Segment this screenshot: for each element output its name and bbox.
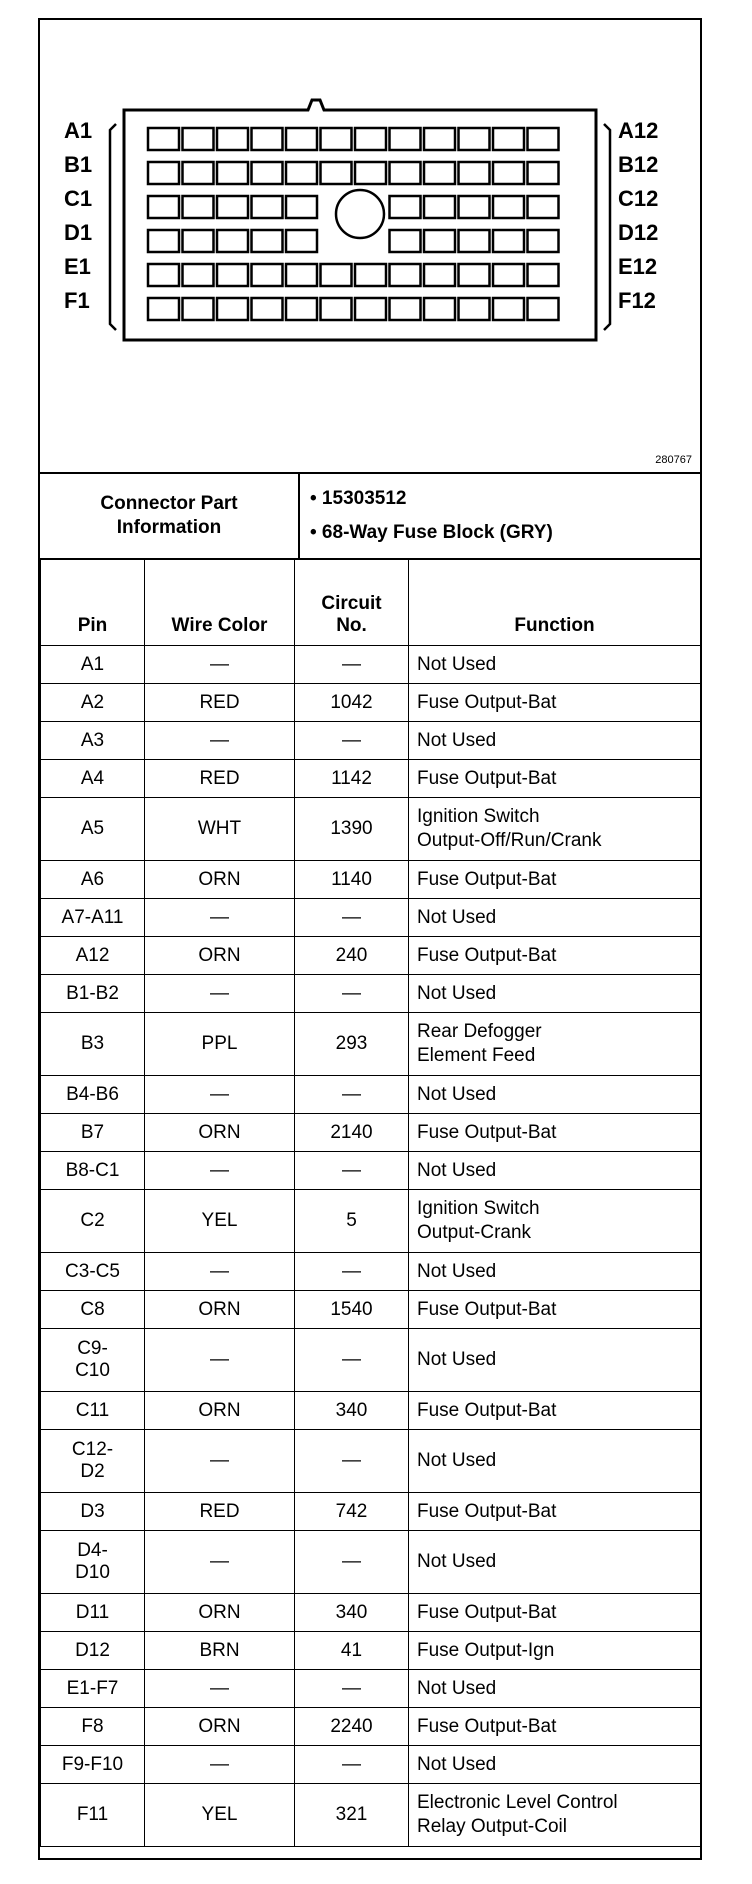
pin-cavity [528,264,559,286]
pin-cavity [459,128,490,150]
wire-color-cell: WHT [145,798,295,861]
circuit-cell: 742 [295,1493,409,1531]
table-row [41,760,701,798]
pin-cavity [390,298,421,320]
row-label-right: B12 [618,152,659,177]
pin-cell: C2 [41,1190,145,1253]
function-cell: Not Used [409,1670,701,1708]
connector-bracket-left [110,124,116,330]
function-cell: Fuse Output-Bat [409,937,701,975]
connector-info-details [310,482,553,550]
circuit-cell: — [295,1329,409,1392]
pin-cavity [183,298,214,320]
table-row [41,1430,701,1493]
wire-color-cell: ORN [145,1708,295,1746]
circuit-cell: 5 [295,1190,409,1253]
pin-cavity [528,230,559,252]
connector-info [40,474,700,560]
function-cell: Not Used [409,722,701,760]
connector-diagram [40,20,700,474]
wire-color-cell: RED [145,760,295,798]
header-function: Function [409,559,701,646]
circuit-cell: — [295,1531,409,1594]
pin-cavity [390,128,421,150]
pinout-table [40,558,701,1847]
function-cell: Fuse Output-Bat [409,861,701,899]
pin-cavity [321,264,352,286]
pin-cell: C9- C10 [41,1329,145,1392]
wire-color-cell: RED [145,1493,295,1531]
table-row [41,1329,701,1392]
table-row [41,1746,701,1784]
wire-color-cell: — [145,1329,295,1392]
circuit-cell: 1140 [295,861,409,899]
table-row [41,1708,701,1746]
pin-cavity [459,162,490,184]
header-pin: Pin [41,559,145,646]
row-label-right: D12 [618,220,659,245]
circuit-cell: 321 [295,1784,409,1847]
wire-color-cell: BRN [145,1632,295,1670]
pin-cavity [528,162,559,184]
pin-cavity [252,264,283,286]
circuit-cell: — [295,975,409,1013]
row-label-right: F12 [618,288,656,313]
function-cell: Not Used [409,1076,701,1114]
pin-cell: A12 [41,937,145,975]
table-row [41,1632,701,1670]
circuit-cell: — [295,1076,409,1114]
function-cell: Not Used [409,1746,701,1784]
table-row [41,975,701,1013]
pinout-table-body [41,646,701,1847]
pin-cavity [252,162,283,184]
table-row [41,1253,701,1291]
wire-color-cell: — [145,1430,295,1493]
pin-cell: D4- D10 [41,1531,145,1594]
pin-cell: A1 [41,646,145,684]
wire-color-cell: ORN [145,1392,295,1430]
wire-color-cell: ORN [145,861,295,899]
table-row [41,1190,701,1253]
table-header-row [41,559,701,646]
connector-description: • 68-Way Fuse Block (GRY) [310,522,553,543]
pin-cell: B4-B6 [41,1076,145,1114]
row-label-left: E1 [64,254,91,279]
wire-color-cell: YEL [145,1190,295,1253]
function-cell: Fuse Output-Ign [409,1632,701,1670]
wire-color-cell: — [145,899,295,937]
pin-cavity [321,128,352,150]
circuit-cell: 240 [295,937,409,975]
pin-cavity [355,264,386,286]
pin-cavity [355,298,386,320]
circuit-cell: 1042 [295,684,409,722]
pin-cell: B3 [41,1013,145,1076]
pin-cavity [252,128,283,150]
pin-cavity [390,196,421,218]
table-row [41,1152,701,1190]
wire-color-cell: YEL [145,1784,295,1847]
pin-cavity [459,230,490,252]
pin-cavity [286,196,317,218]
row-label-right: A12 [618,118,659,143]
header-circuit-line1: Circuit [321,593,382,614]
figure-number: 280767 [655,454,692,466]
function-cell: Electronic Level Control Relay Output-Coil [409,1784,701,1847]
function-cell: Not Used [409,1152,701,1190]
pin-cavity [217,298,248,320]
pin-cavity [424,196,455,218]
circuit-cell: 41 [295,1632,409,1670]
function-cell: Not Used [409,1253,701,1291]
connector-info-title [40,474,300,558]
function-cell: Not Used [409,1531,701,1594]
connector-bracket-right [604,124,610,330]
pin-cell: C11 [41,1392,145,1430]
table-row [41,798,701,861]
table-row [41,899,701,937]
wire-color-cell: — [145,975,295,1013]
part-number: • 15303512 [310,488,407,509]
function-cell: Not Used [409,1430,701,1493]
pin-cavity [286,264,317,286]
pin-cavity [424,128,455,150]
row-label-right: C12 [618,186,659,211]
circuit-cell: 340 [295,1594,409,1632]
function-cell: Fuse Output-Bat [409,1114,701,1152]
pin-cell: A6 [41,861,145,899]
table-row [41,646,701,684]
pin-cavity [148,128,179,150]
pin-cavity [148,264,179,286]
pin-cavity [528,128,559,150]
pin-cell: F9-F10 [41,1746,145,1784]
pin-cavity [493,298,524,320]
pin-cell: F8 [41,1708,145,1746]
pin-cavity [286,230,317,252]
pin-cell: E1-F7 [41,1670,145,1708]
table-row [41,1076,701,1114]
pin-cavity [217,264,248,286]
table-row [41,1291,701,1329]
pin-cavity [217,230,248,252]
pin-cell: B1-B2 [41,975,145,1013]
function-cell: Ignition Switch Output-Crank [409,1190,701,1253]
pin-cavity [217,128,248,150]
table-row [41,1531,701,1594]
circuit-cell: — [295,1253,409,1291]
pin-cavity [355,162,386,184]
row-label-left: D1 [64,220,93,245]
circuit-cell: — [295,1670,409,1708]
table-row [41,1013,701,1076]
pin-cavity [183,128,214,150]
pin-cell: C3-C5 [41,1253,145,1291]
wire-color-cell: ORN [145,1594,295,1632]
pin-cavity [321,298,352,320]
pin-cell: A4 [41,760,145,798]
header-wire-color: Wire Color [145,559,295,646]
pin-cavity [493,230,524,252]
pin-cell: B8-C1 [41,1152,145,1190]
wire-color-cell: — [145,722,295,760]
circuit-cell: — [295,1746,409,1784]
function-cell: Fuse Output-Bat [409,1594,701,1632]
keying-circle [336,190,384,238]
function-cell: Ignition Switch Output-Off/Run/Crank [409,798,701,861]
wire-color-cell: — [145,1152,295,1190]
table-row [41,722,701,760]
pin-cavity [390,162,421,184]
pin-cavity [424,230,455,252]
wire-color-cell: — [145,1670,295,1708]
circuit-cell: — [295,722,409,760]
wire-color-cell: — [145,646,295,684]
header-circuit-line2: No. [336,615,367,636]
pin-cavity [183,162,214,184]
pin-cavity [493,162,524,184]
wire-color-cell: RED [145,684,295,722]
pin-cell: A5 [41,798,145,861]
pin-cell: A7-A11 [41,899,145,937]
pin-cavity [148,298,179,320]
wire-color-cell: — [145,1253,295,1291]
wire-color-cell: ORN [145,1291,295,1329]
pin-cavity [217,162,248,184]
pin-cavity [183,196,214,218]
pin-cavity [148,230,179,252]
pin-cavity [252,196,283,218]
circuit-cell: — [295,1430,409,1493]
pin-cavity [286,298,317,320]
circuit-cell: 2240 [295,1708,409,1746]
pin-cavity [424,298,455,320]
pin-cell: A3 [41,722,145,760]
pin-cavity [528,298,559,320]
row-label-left: A1 [64,118,93,143]
circuit-cell: 1540 [295,1291,409,1329]
connector-face-drawing [40,20,700,472]
pin-cell: C12- D2 [41,1430,145,1493]
circuit-cell: 1142 [295,760,409,798]
wire-color-cell: PPL [145,1013,295,1076]
table-row [41,1493,701,1531]
pinout-table-wrap [40,558,700,1847]
pin-cavity [390,230,421,252]
table-row [41,937,701,975]
row-label-left: B1 [64,152,93,177]
connector-info-title-line2: Information [116,517,222,538]
pin-cell: D12 [41,1632,145,1670]
pin-cavity [286,162,317,184]
pin-cavity [148,162,179,184]
function-cell: Not Used [409,646,701,684]
table-row [41,1784,701,1847]
table-row [41,684,701,722]
pin-cell: F11 [41,1784,145,1847]
pin-cavity [528,196,559,218]
header-circuit [295,559,409,646]
circuit-cell: 2140 [295,1114,409,1152]
pin-cell: B7 [41,1114,145,1152]
connector-info-title-line1: Connector Part [100,493,238,514]
table-row [41,861,701,899]
function-cell: Not Used [409,1329,701,1392]
table-row [41,1594,701,1632]
function-cell: Fuse Output-Bat [409,684,701,722]
circuit-cell: — [295,646,409,684]
pin-cavity [286,128,317,150]
pin-cell: D11 [41,1594,145,1632]
circuit-cell: — [295,1152,409,1190]
row-label-right: E12 [618,254,658,279]
row-label-left: C1 [64,186,93,211]
wire-color-cell: — [145,1531,295,1594]
pin-cavity [493,196,524,218]
circuit-cell: 1390 [295,798,409,861]
pin-cavity [493,128,524,150]
pin-cavity [459,196,490,218]
table-row [41,1670,701,1708]
pin-cavity [459,298,490,320]
connector-sheet [38,18,702,1860]
pin-cavity [390,264,421,286]
row-label-left: F1 [64,288,90,313]
function-cell: Fuse Output-Bat [409,1291,701,1329]
pin-cell: D3 [41,1493,145,1531]
pin-cell: C8 [41,1291,145,1329]
pin-cavity [252,230,283,252]
wire-color-cell: — [145,1746,295,1784]
pin-cavity [459,264,490,286]
wire-color-cell: — [145,1076,295,1114]
pin-cavity [217,196,248,218]
pin-cavity [148,196,179,218]
pin-cavity [424,162,455,184]
pin-cavity [355,128,386,150]
pin-cavity [252,298,283,320]
function-cell: Rear Defogger Element Feed [409,1013,701,1076]
pin-cavity [183,230,214,252]
wire-color-cell: ORN [145,937,295,975]
pin-cavity [424,264,455,286]
function-cell: Fuse Output-Bat [409,1708,701,1746]
function-cell: Fuse Output-Bat [409,760,701,798]
table-row [41,1114,701,1152]
function-cell: Fuse Output-Bat [409,1493,701,1531]
pin-cell: A2 [41,684,145,722]
pin-cavity [321,162,352,184]
wire-color-cell: ORN [145,1114,295,1152]
function-cell: Not Used [409,975,701,1013]
function-cell: Not Used [409,899,701,937]
function-cell: Fuse Output-Bat [409,1392,701,1430]
circuit-cell: 293 [295,1013,409,1076]
pin-cavity [493,264,524,286]
circuit-cell: 340 [295,1392,409,1430]
circuit-cell: — [295,899,409,937]
table-row [41,1392,701,1430]
pin-cavity [183,264,214,286]
